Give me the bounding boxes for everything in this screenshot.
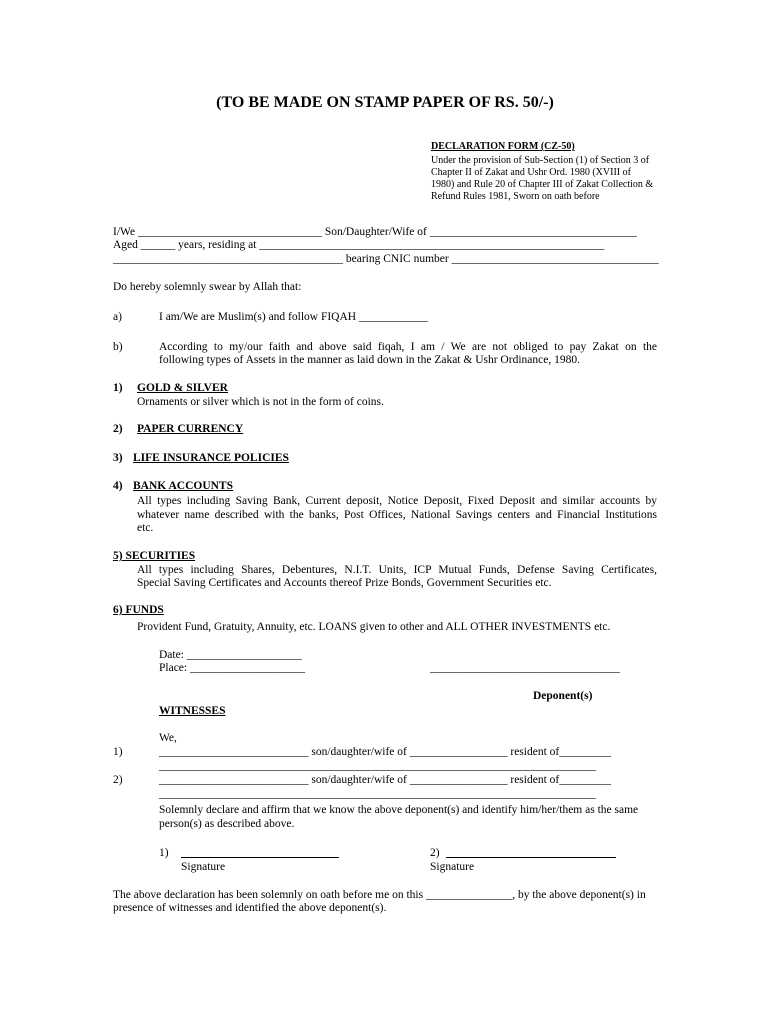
witness-1-line[interactable]: __________________________ son/daughter/wife of _________________ resident of_________ [159,746,611,758]
place-blank[interactable]: ____________________ [189,662,305,674]
cnic-blank[interactable]: ____________________________________ [451,253,659,265]
section-1-desc: Ornaments or silver which is not in the form of coins. [137,396,384,408]
signature-1-label: Signature [181,861,226,873]
signature-1-line[interactable] [181,857,339,858]
identity-line-3 [113,252,659,266]
section-2-title: PAPER CURRENCY [137,423,244,435]
page-title: (TO BE MADE ON STAMP PAPER OF RS. 50/-) [216,94,554,111]
witness-2-line[interactable]: __________________________ son/daughter/wife of _________________ resident of_________ [159,774,611,786]
place-label: Place: [159,662,188,674]
relation-name-blank[interactable]: ____________________________________ [429,226,637,238]
age-blank[interactable]: ______ [140,239,176,251]
cnic-label: bearing CNIC number [345,253,449,265]
identity-line-1 [113,225,637,239]
section-4-number: 4) [113,480,123,492]
signature-2-label: Signature [430,861,475,873]
clause-a-label: a) [113,311,122,323]
affirm-line-2: person(s) as described above. [159,818,295,830]
section-5-line-2: Special Saving Certificates and Accounts thereof Prize Bonds, Government Securities etc. [137,577,552,589]
section-6-desc: Provident Fund, Gratuity, Annuity, etc. LOANS given to other and ALL OTHER INVESTMENTS etc. [137,621,611,633]
identity-line-2 [113,238,604,252]
place-row [159,661,305,675]
section-4-line-2: whatever name described with the banks, Post Offices, National Savings centers and Financial Institutions [137,509,657,521]
section-4-title: BANK ACCOUNTS [133,480,234,492]
witness-1-number: 1) [113,746,123,758]
clause-a [159,310,428,324]
witnesses-heading: WITNESSES [159,705,226,717]
signature-1-number: 1) [159,847,169,859]
date-row [159,648,302,662]
deponent-label: Deponent(s) [533,690,593,702]
date-label: Date: [159,649,184,661]
witnesses-we: We, [159,732,177,744]
signature-2-line[interactable] [446,857,616,858]
residing-label: years, residing at [178,239,257,251]
section-2-number: 2) [113,423,123,435]
section-5-line-1: All types including Shares, Debentures, N.I.T. Units, ICP Mutual Funds, Defense Saving Certificates, [137,564,657,576]
clause-b-line-1: According to my/our faith and above said fiqah, I am / We are not obliged to pay Zakat on the [159,341,657,353]
affirm-line-1: Solemnly declare and affirm that we know the above deponent(s) and identify him/her/them as the same [159,804,639,816]
name-blank[interactable]: ________________________________ [137,226,322,238]
clause-a-text: I am/We are Muslim(s) and follow FIQAH [159,311,357,323]
fiqah-blank[interactable]: ____________ [358,311,428,323]
section-4-line-3: etc. [137,522,154,534]
witness-2-line-2[interactable]: ____________________________________________________________________________ [159,788,596,800]
provision-line-2: Chapter II of Zakat and Ushr Ord. 1980 (XVIII of [431,167,631,178]
clause-b-line-2: following types of Assets in the manner as laid down in the Zakat & Ushr Ordinance, 1980. [159,354,580,366]
date-blank[interactable]: ____________________ [186,649,302,661]
deponent-signature-blank[interactable]: _________________________________ [430,662,620,674]
section-5-title: 5) SECURITIES [113,550,196,562]
section-6-title: 6) FUNDS [113,604,164,616]
address-blank-2[interactable]: ________________________________________ [113,253,343,265]
section-1-number: 1) [113,382,123,394]
address-blank[interactable]: ____________________________________________________________ [259,239,605,251]
identity-iwe-label: I/We [113,226,136,238]
form-name: DECLARATION FORM (CZ-50) [431,141,575,152]
witness-1-line-2[interactable]: ____________________________________________________________________________ [159,760,596,772]
closing-line-2: presence of witnesses and identified the above deponent(s). [113,902,387,914]
section-3-number: 3) [113,452,123,464]
clause-b-label: b) [113,341,123,353]
provision-line-1: Under the provision of Sub-Section (1) of Section 3 of [431,155,650,166]
oath-statement: Do hereby solemnly swear by Allah that: [113,281,302,293]
provision-line-4: Refund Rules 1981, Sworn on oath before [431,191,600,202]
section-3-title: LIFE INSURANCE POLICIES [133,452,289,464]
provision-line-3: 1980) and Rule 20 of Chapter III of Zakat Collection & [431,179,654,190]
relation-label: Son/Daughter/Wife of [324,226,427,238]
closing-line-1: The above declaration has been solemnly on oath before me on this _______________, by the above deponent(s) in [113,889,646,901]
section-1-title: GOLD & SILVER [137,382,228,394]
witness-2-number: 2) [113,774,123,786]
signature-2-number: 2) [430,847,440,859]
section-4-line-1: All types including Saving Bank, Current deposit, Notice Deposit, Fixed Deposit and similar accounts by [137,495,657,507]
aged-label: Aged [113,239,138,251]
